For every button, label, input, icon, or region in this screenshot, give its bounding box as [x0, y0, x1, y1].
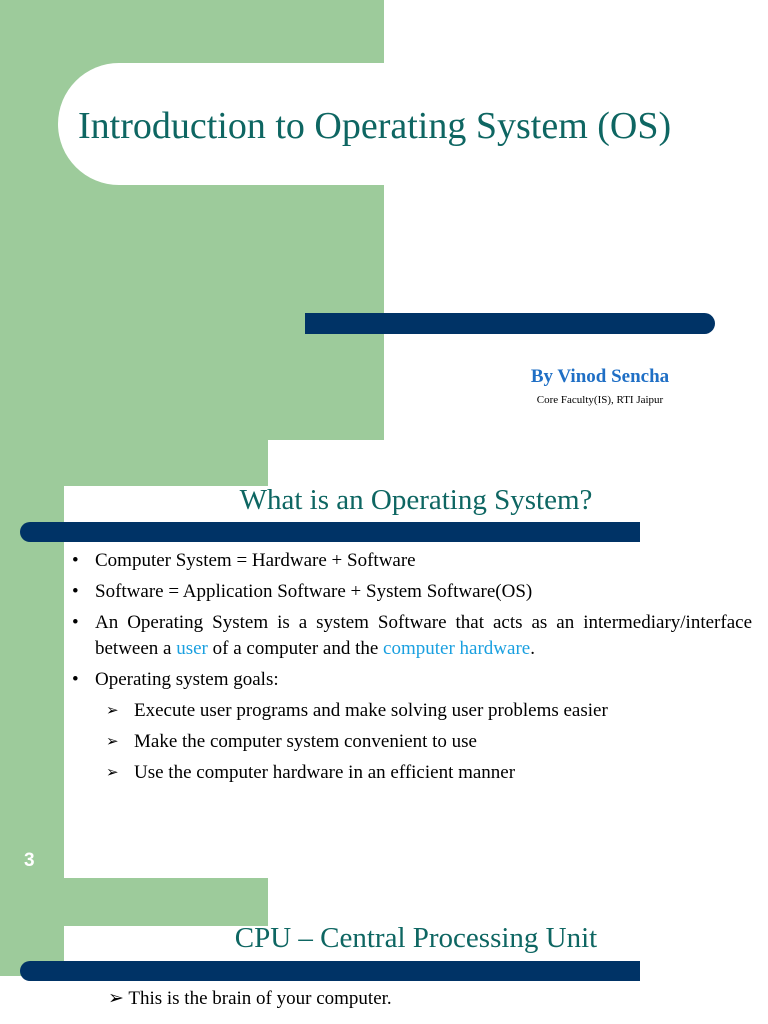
arrow-bullet-icon: ➢ — [108, 988, 124, 1009]
definition-text: An Operating System is a system Software that acts as an intermediary/interface between a — [95, 612, 752, 659]
accent-bar — [305, 313, 715, 334]
goal-text: Use the computer hardware in an efficient manner — [134, 762, 516, 783]
cpu-slide — [0, 878, 768, 1024]
goal-item — [70, 698, 752, 724]
bullet-list — [74, 986, 756, 1017]
computer-hardware-link[interactable]: computer hardware — [383, 638, 531, 659]
user-link[interactable]: user — [176, 638, 208, 659]
bullet-list — [70, 548, 752, 791]
goal-text: Execute user programs and make solving user problems easier — [134, 700, 608, 721]
green-sidebar — [0, 440, 64, 878]
os-definition-slide — [0, 440, 768, 878]
list-item — [70, 667, 752, 693]
bullet-marker: • — [72, 581, 79, 602]
goal-item — [70, 729, 752, 755]
goal-item — [70, 760, 752, 786]
list-item — [74, 986, 756, 1012]
arrow-bullet-icon: ➢ — [106, 765, 119, 781]
arrow-bullet-icon: ➢ — [106, 703, 119, 719]
title-slide — [0, 0, 768, 440]
arrow-bullet-icon: ➢ — [106, 734, 119, 750]
bullet-text: Software = Application Software + System Software(OS) — [95, 581, 533, 602]
goals-heading: Operating system goals: — [95, 669, 279, 690]
definition-text-end: . — [530, 638, 535, 659]
presentation-title: Introduction to Operating System (OS) — [78, 105, 672, 147]
title-underline-bar — [20, 961, 640, 981]
slide-title: CPU – Central Processing Unit — [234, 922, 598, 954]
bullet-marker: • — [72, 550, 79, 571]
definition-text-mid: of a computer and the — [207, 638, 384, 659]
list-item — [70, 548, 752, 574]
author-affiliation: Core Faculty(IS), RTI Jaipur — [536, 394, 664, 406]
author-name: By Vinod Sencha — [530, 366, 670, 387]
definition-item — [70, 610, 752, 662]
slide-title: What is an Operating System? — [239, 484, 593, 516]
goal-text: Make the computer system convenient to use — [134, 731, 477, 752]
bullet-text: Computer System = Hardware + Software — [95, 550, 416, 571]
title-underline-bar — [20, 522, 640, 542]
list-item — [70, 579, 752, 605]
page-number: 3 — [24, 850, 35, 871]
bullet-marker: • — [72, 612, 79, 633]
bullet-marker: • — [72, 669, 79, 690]
bullet-text: This is the brain of your computer. — [128, 988, 392, 1009]
